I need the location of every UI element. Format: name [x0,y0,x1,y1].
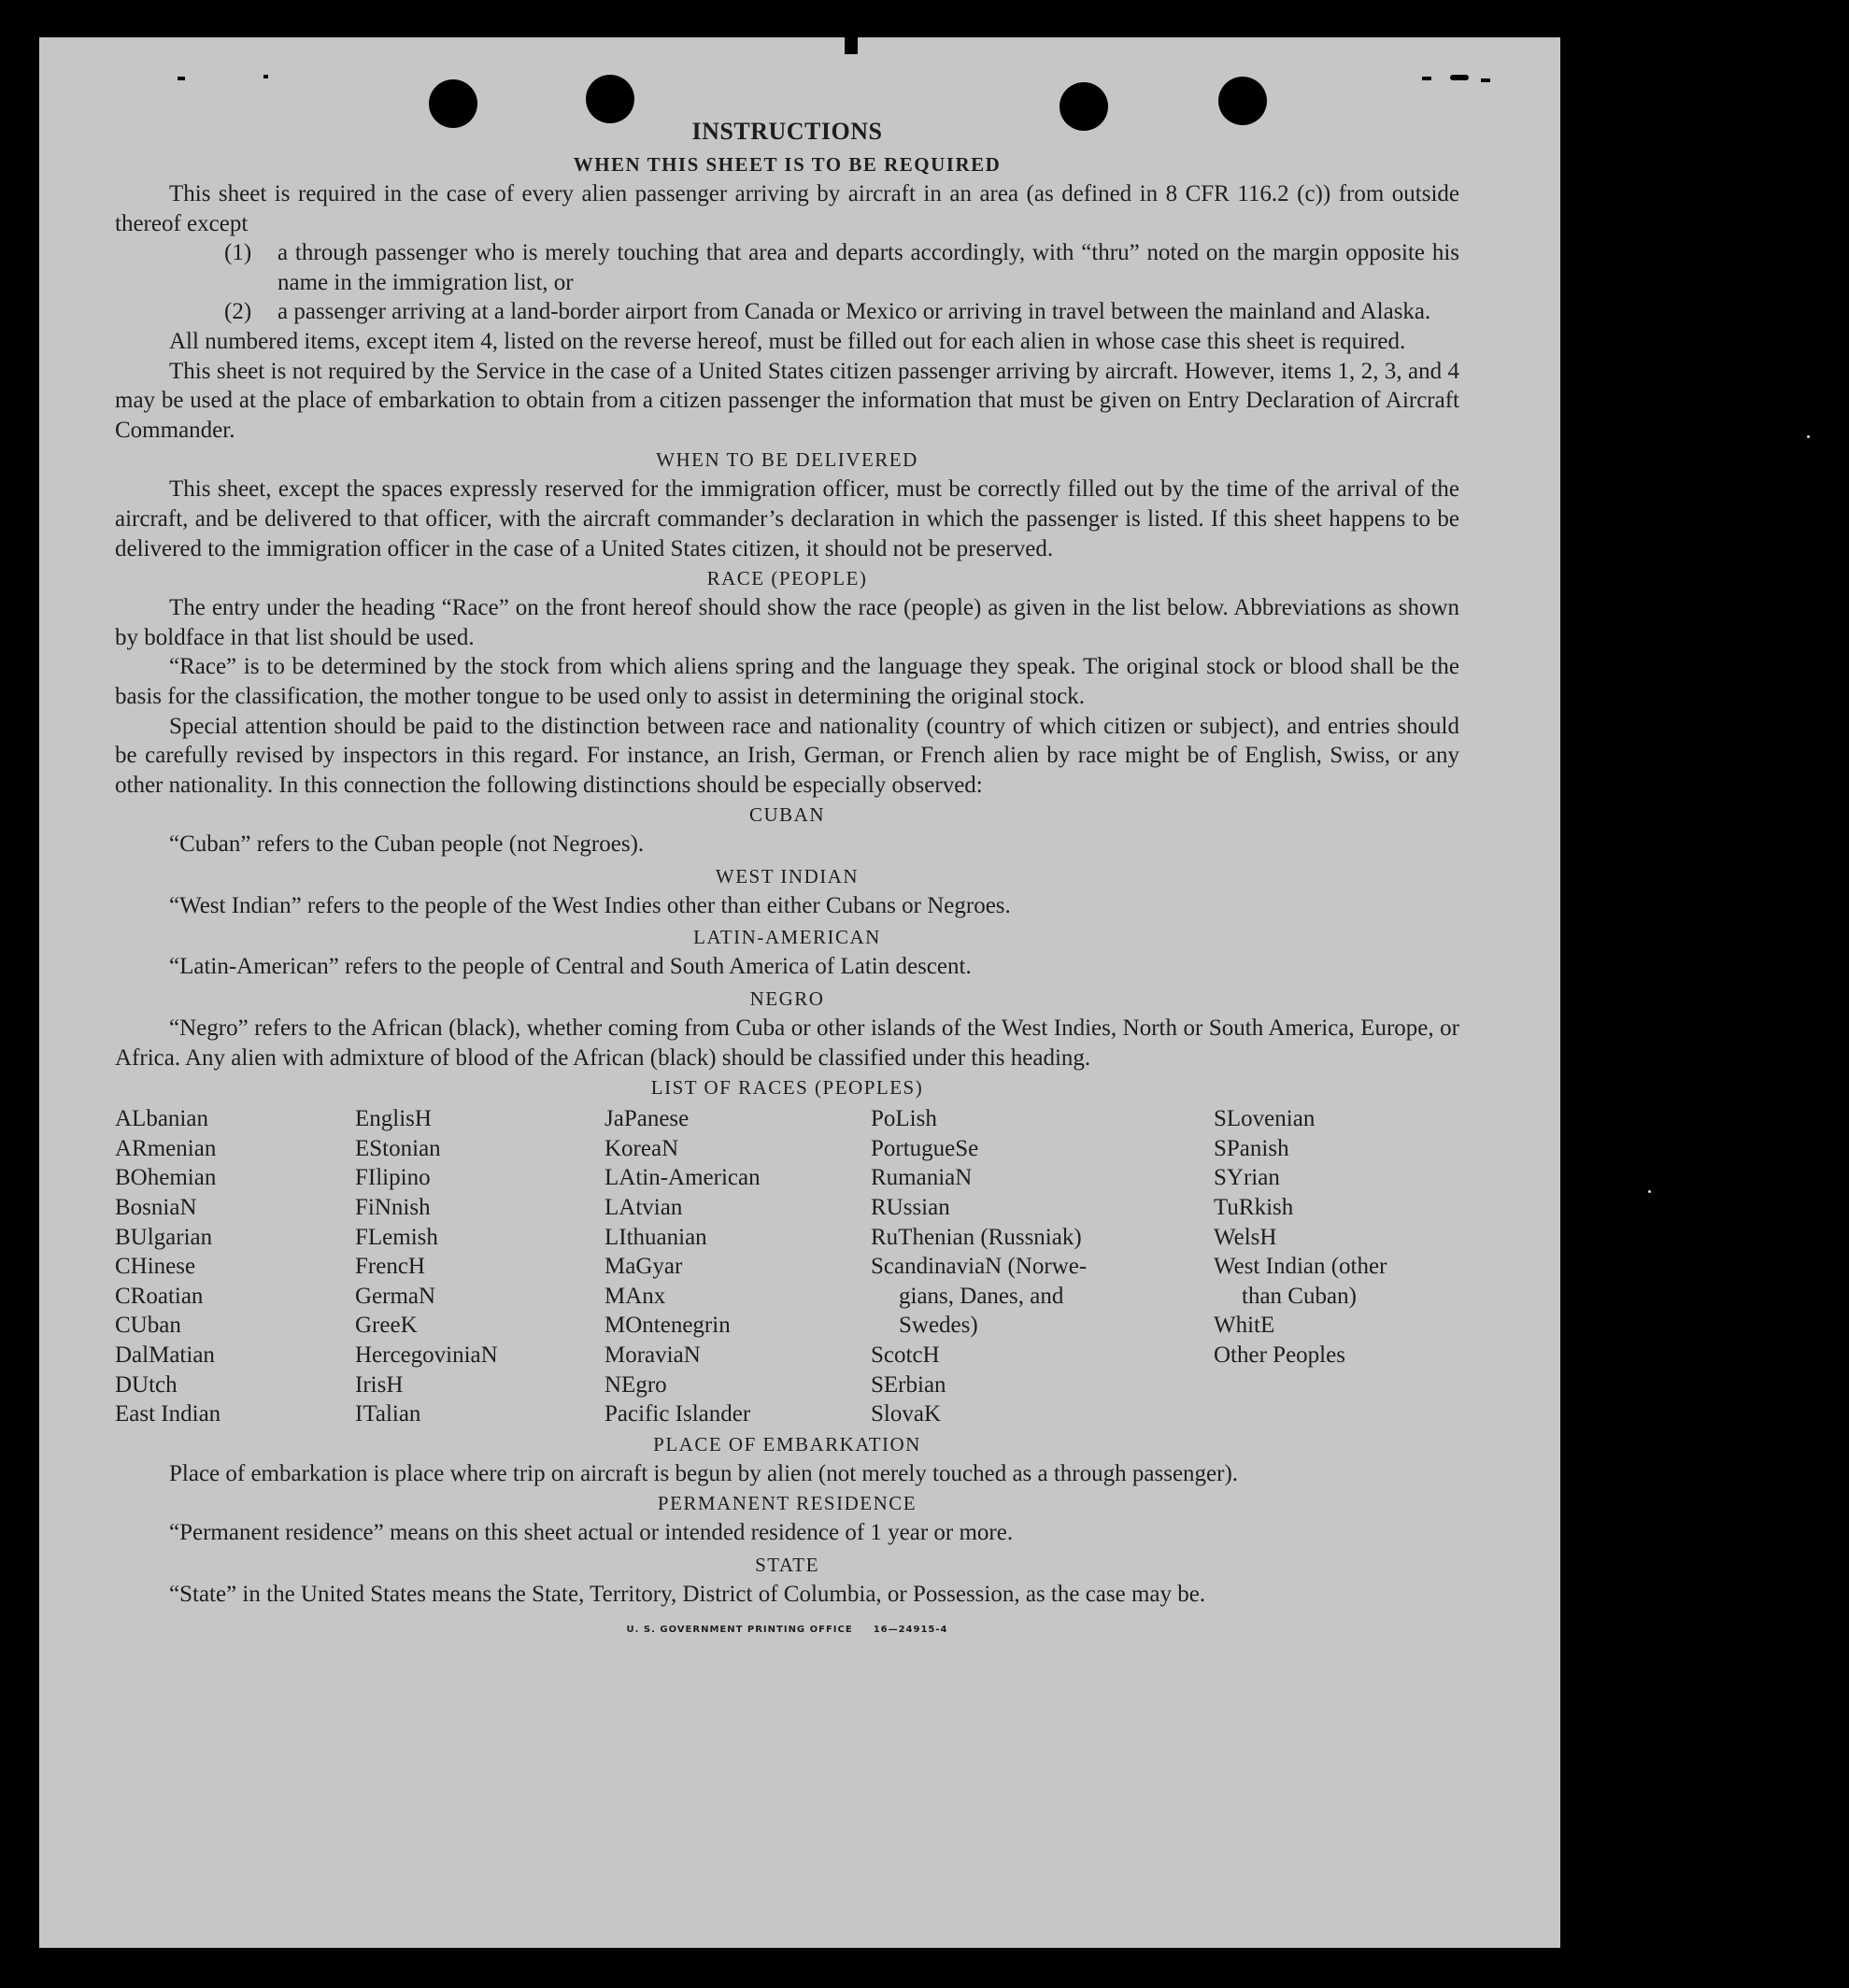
race-entry: RuThenian (Russniak) [871,1224,1082,1250]
ink-mark [178,77,185,80]
race-entry: LIthuanian [604,1224,707,1250]
race-entry: DUtch [115,1371,178,1398]
paragraph: Special attention should be paid to the distinction between race and nationality (country of which citizen or subject), and entries should be carefully revised by inspectors in this regard. For instance, an Irish, German, or French alien by race might be of English, Swiss, or any other nationality. In this connection the following distinctions should be especially observed: [115,713,1459,798]
section-heading: RACE (PEOPLE) [706,567,868,590]
race-entry: WelsH [1214,1224,1277,1250]
paragraph: “Negro” refers to the African (black), whether coming from Cuba or other islands of the West Indies, North or South America, Europe, or Africa. Any alien with admixture of blood of the African (black) should be classified under this heading. [115,1015,1459,1071]
race-entry: SPanish [1214,1135,1289,1161]
form-code: 16—24915-4 [873,1624,948,1635]
dust-speck [1807,435,1810,438]
race-column [355,1104,604,1429]
section-heading: WEST INDIAN [715,864,860,888]
race-entry: MaGyar [604,1254,683,1280]
section-heading: WHEN THIS SHEET IS TO BE REQUIRED [573,153,1002,176]
punch-hole [429,79,477,128]
race-column [1214,1104,1459,1429]
race-entry: BosniaN [115,1195,197,1221]
race-entry: SYrian [1214,1165,1280,1191]
race-entry: gians, Danes, and [899,1283,1064,1309]
race-entry: IrisH [355,1371,404,1398]
section-heading: PLACE OF EMBARKATION [653,1432,921,1456]
section-heading: PERMANENT RESIDENCE [657,1492,917,1515]
item-number: (1) [224,240,252,266]
punch-hole [586,75,634,123]
document-sheet [39,37,1560,1948]
race-entry: Other Peoples [1214,1342,1345,1368]
section-heading: CUBAN [748,803,825,827]
race-entry: Pacific Islander [604,1401,751,1427]
race-entry: SErbian [871,1371,946,1398]
race-entry: SlovaK [871,1401,941,1427]
paragraph: This sheet, except the spaces expressly reserved for the immigration officer, must be correctly filled out by the time of the arrival of the aircraft, and be delivered to that officer, with the aircraft commander’s declaration in which the passenger is listed. If this sheet happens to be delivered to the immigration officer in the case of a United States citizen, it should not be preserved. [115,476,1459,561]
page-title: INSTRUCTIONS [691,118,883,145]
race-list [115,1104,1459,1429]
race-entry: PoLish [871,1106,937,1132]
race-entry: CRoatian [115,1283,204,1309]
paragraph: All numbered items, except item 4, listed on the reverse hereof, must be filled out for each alien in whose case this sheet is required. [169,328,1406,354]
ink-mark [1422,77,1431,80]
paragraph: The entry under the heading “Race” on the front hereof should show the race (people) as given in the list below. Abbreviations as shown by boldface in that list should be used. [115,595,1459,650]
paragraph: This sheet is not required by the Service in the case of a United States citizen passenger arriving by aircraft. However, items 1, 2, 3, and 4 may be used at the place of embarkation to obtain from a citizen passenger the information that must be given on Entry Declaration of Aircraft Commander. [115,358,1459,443]
race-entry: SLovenian [1214,1106,1316,1132]
paragraph: “State” in the United States means the State, Territory, District of Columbia, or Possession, as the case may be. [169,1581,1206,1607]
ink-mark [1450,75,1469,80]
race-entry: West Indian (other [1214,1254,1387,1280]
race-entry: WhitE [1214,1313,1275,1339]
race-column [115,1104,355,1429]
race-entry: CHinese [115,1254,196,1280]
paragraph: “Race” is to be determined by the stock from which aliens spring and the language they speak. The original stock or blood shall be the basis for the classification, the mother tongue to be used only to assist in determining the original stock. [115,654,1459,709]
race-entry: FLemish [355,1224,438,1250]
race-entry: MoraviaN [604,1342,701,1368]
definition: “Permanent residence” means on this sheet actual or intended residence of 1 year or more. [169,1520,1014,1546]
item-text: a passenger arriving at a land-border airport from Canada or Mexico or arriving in travel between the mainland and Alaska. [277,299,1431,325]
race-entry: ALbanian [115,1106,208,1132]
definition: “Cuban” refers to the Cuban people (not Negroes). [169,831,645,858]
paragraph: This sheet is required in the case of every alien passenger arriving by aircraft in an area (as defined in 8 CFR 116.2 (c)) from outside thereof except [115,181,1459,236]
race-entry: EStonian [355,1135,441,1161]
ink-mark [845,37,858,54]
section-heading: LATIN-AMERICAN [693,926,881,949]
race-entry: PortugueSe [871,1135,979,1161]
printer-name: U. S. GOVERNMENT PRINTING OFFICE [626,1624,853,1635]
definition: “West Indian” refers to the people of the West Indies other than either Cubans or Negroes. [169,892,1011,918]
list-item [115,297,1459,327]
race-entry: ScotcH [871,1342,940,1368]
section-heading: WHEN TO BE DELIVERED [656,448,918,472]
race-entry: LAtvian [604,1195,683,1221]
section-heading: LIST OF RACES (PEOPLES) [650,1076,924,1100]
section-heading: NEGRO [749,987,825,1011]
race-entry: RumaniaN [871,1165,973,1191]
item-number: (2) [224,299,252,325]
race-entry: NEgro [604,1371,667,1398]
race-entry: GreeK [355,1313,418,1339]
race-entry: ITalian [355,1401,421,1427]
race-entry: BUlgarian [115,1224,213,1250]
race-entry: BOhemian [115,1165,217,1191]
race-entry: RUssian [871,1195,950,1221]
race-entry: FiNnish [355,1195,431,1221]
punch-hole [1218,77,1267,125]
section-heading: STATE [755,1553,819,1576]
race-entry: East Indian [115,1401,221,1427]
race-entry: TuRkish [1214,1195,1294,1221]
race-entry: CUban [115,1313,181,1339]
race-entry: LAtin-American [604,1165,761,1191]
race-entry: MOntenegrin [604,1313,731,1339]
dust-speck [1648,1190,1651,1193]
printer-footer [115,1625,1459,1635]
definition: “Latin-American” refers to the people of Central and South America of Latin descent. [169,954,972,980]
list-item [115,238,1459,297]
race-column [871,1104,1214,1429]
race-entry: Swedes) [899,1313,978,1339]
ink-mark [1481,78,1490,82]
race-entry: than Cuban) [1242,1283,1357,1309]
race-entry: FIlipino [355,1165,431,1191]
race-entry: KoreaN [604,1135,679,1161]
race-entry: HercegoviniaN [355,1342,498,1368]
race-entry: DalMatian [115,1342,215,1368]
race-entry: ARmenian [115,1135,217,1161]
punch-hole [1060,82,1108,131]
race-entry: GermaN [355,1283,436,1309]
race-entry: FrencH [355,1254,425,1280]
race-column [604,1104,871,1429]
race-entry: JaPanese [604,1106,690,1132]
ink-mark [263,75,268,78]
paragraph: Place of embarkation is place where trip on aircraft is begun by alien (not merely touched as a through passenger). [169,1460,1239,1486]
race-entry: EnglisH [355,1106,432,1132]
item-text: a through passenger who is merely touching that area and departs accordingly, with “thru” noted on the margin opposite his name in the immigration list, or [277,240,1459,295]
race-entry: MAnx [604,1283,666,1309]
race-entry: ScandinaviaN (Norwe- [871,1254,1088,1280]
